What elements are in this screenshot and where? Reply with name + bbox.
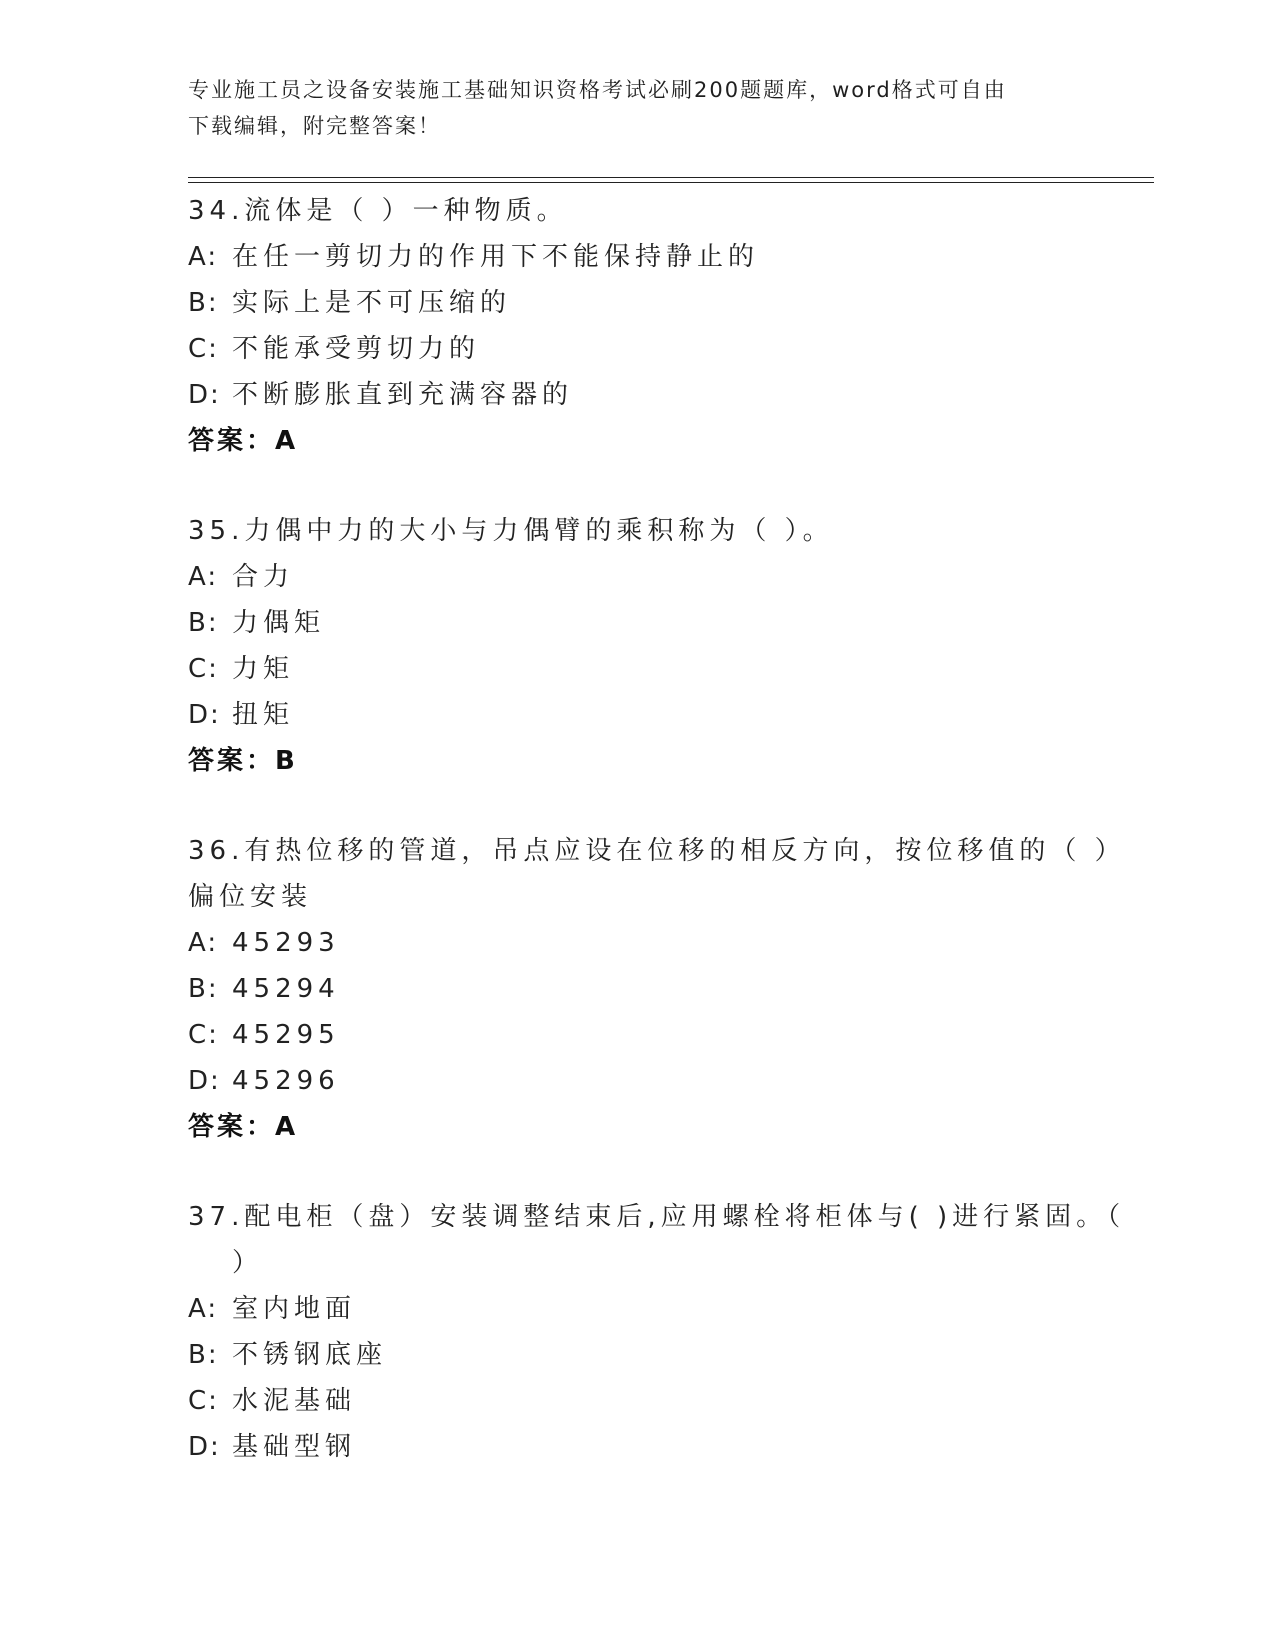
option-text: 不能承受剪切力的 bbox=[232, 334, 481, 364]
option-d bbox=[188, 1058, 1088, 1104]
header-rule-top bbox=[188, 177, 1154, 178]
option-letter: C: bbox=[188, 654, 219, 684]
option-text: 在任一剪切力的作用下不能保持静止的 bbox=[232, 242, 760, 272]
option-letter: D: bbox=[188, 380, 221, 410]
question-gap bbox=[188, 464, 1088, 508]
question-list bbox=[188, 188, 1126, 1470]
option-b bbox=[188, 1332, 1088, 1378]
option-a bbox=[188, 234, 1088, 280]
option-b bbox=[188, 280, 1088, 326]
option-d bbox=[188, 1424, 1088, 1470]
option-letter: C: bbox=[188, 334, 219, 364]
answer-line: 答案：A bbox=[188, 426, 299, 456]
question-gap bbox=[188, 784, 1088, 828]
option-text: 室内地面 bbox=[232, 1294, 357, 1324]
option-letter: A: bbox=[188, 928, 219, 958]
question-stem-continuation: 偏位安装 bbox=[188, 882, 313, 912]
option-letter: A: bbox=[188, 1294, 219, 1324]
option-d bbox=[188, 372, 1088, 418]
question-stem-continuation: ） bbox=[232, 1248, 264, 1278]
option-d bbox=[188, 692, 1088, 738]
option-letter: D: bbox=[188, 1066, 221, 1096]
option-text: 扭矩 bbox=[232, 700, 295, 730]
option-letter: B: bbox=[188, 1340, 219, 1370]
option-letter: A: bbox=[188, 562, 219, 592]
option-a bbox=[188, 554, 1088, 600]
option-text: 45293 bbox=[232, 928, 340, 958]
option-text: 45296 bbox=[232, 1066, 340, 1096]
option-text: 水泥基础 bbox=[232, 1386, 357, 1416]
answer-line: 答案：B bbox=[188, 746, 298, 776]
option-b bbox=[188, 966, 1088, 1012]
header-line-1: 专业施工员之设备安装施工基础知识资格考试必刷200题题库，word格式可自由 bbox=[188, 78, 1007, 102]
option-text: 45294 bbox=[232, 974, 340, 1004]
option-c bbox=[188, 646, 1088, 692]
answer-line: 答案：A bbox=[188, 1112, 299, 1142]
option-c bbox=[188, 1378, 1088, 1424]
option-text: 不锈钢底座 bbox=[232, 1340, 388, 1370]
option-letter: C: bbox=[188, 1020, 219, 1050]
option-text: 45295 bbox=[232, 1020, 340, 1050]
option-letter: A: bbox=[188, 242, 219, 272]
option-letter: B: bbox=[188, 288, 219, 318]
header-rule-bottom bbox=[188, 182, 1154, 183]
option-c bbox=[188, 326, 1088, 372]
option-letter: B: bbox=[188, 608, 219, 638]
question-36 bbox=[188, 828, 1126, 1150]
question-stem: 35.力偶中力的大小与力偶臂的乘积称为（ ）。 bbox=[188, 516, 834, 546]
option-text: 力矩 bbox=[232, 654, 295, 684]
question-stem: 34.流体是（ ）一种物质。 bbox=[188, 196, 568, 226]
question-stem: 36.有热位移的管道，吊点应设在位移的相反方向，按位移值的（ ） bbox=[188, 836, 1126, 866]
option-text: 基础型钢 bbox=[232, 1432, 357, 1462]
question-stem: 37.配电柜（盘）安装调整结束后,应用螺栓将柜体与( )进行紧固。（ bbox=[188, 1202, 1126, 1232]
option-c bbox=[188, 1012, 1088, 1058]
option-a bbox=[188, 1286, 1088, 1332]
option-text: 力偶矩 bbox=[232, 608, 326, 638]
question-35 bbox=[188, 508, 1088, 784]
option-text: 实际上是不可压缩的 bbox=[232, 288, 512, 318]
option-text: 合力 bbox=[232, 562, 295, 592]
option-a bbox=[188, 920, 1088, 966]
option-letter: D: bbox=[188, 700, 221, 730]
document-header bbox=[188, 72, 1088, 144]
option-b bbox=[188, 600, 1088, 646]
option-text: 不断膨胀直到充满容器的 bbox=[232, 380, 574, 410]
option-letter: B: bbox=[188, 974, 219, 1004]
header-line-2: 下载编辑，附完整答案！ bbox=[188, 114, 441, 138]
question-gap bbox=[188, 1150, 1088, 1194]
option-letter: D: bbox=[188, 1432, 221, 1462]
question-34 bbox=[188, 188, 1088, 464]
question-37 bbox=[188, 1194, 1126, 1470]
option-letter: C: bbox=[188, 1386, 219, 1416]
